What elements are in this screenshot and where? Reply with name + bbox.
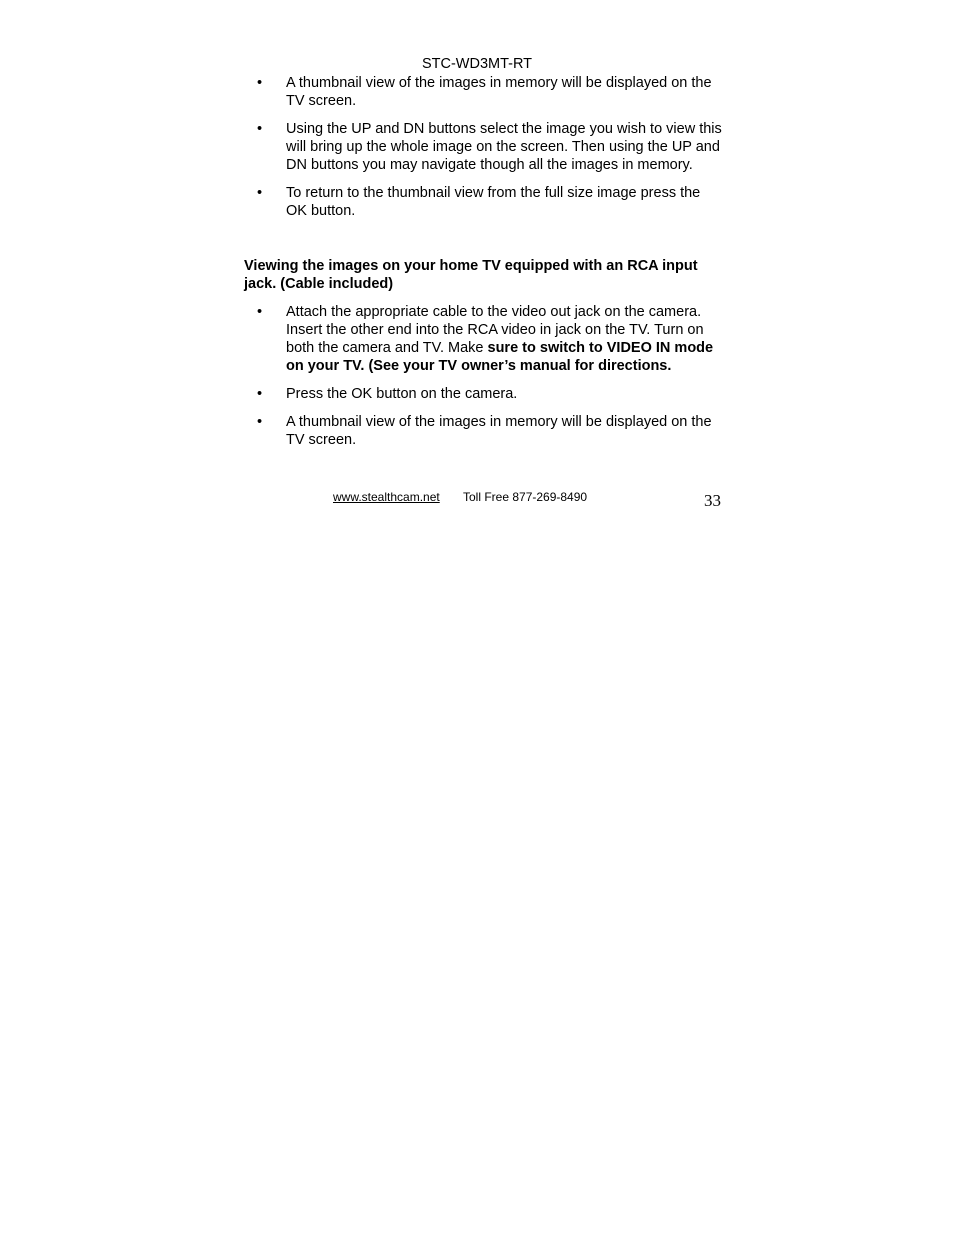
bullet-icon: • [257,414,263,430]
list-item-text [286,304,713,374]
footer-phone: Toll Free 877-269-8490 [463,490,588,504]
list-item [244,74,724,110]
page-header-model: STC-WD3MT-RT [421,56,533,72]
list-item-text: A thumbnail view of the images in memory will be displayed on the TV screen. [286,414,712,448]
list-item-text-normal: Attach the appropriate cable to the video out jack on the camera. Insert the other end into the RCA video in jack on the TV. Turn on both the camera and TV. Make [286,304,704,356]
bullet-icon: • [257,185,263,201]
bullet-icon: • [257,304,263,320]
page-footer [0,490,954,512]
page-content [244,74,724,449]
list-item-text: A thumbnail view of the images in memory will be displayed on the TV screen. [286,75,712,109]
list-item [244,385,724,403]
bullet-list-thumbnail-navigation [244,74,724,220]
bullet-list-rca-tv [244,303,724,449]
list-item [244,303,724,375]
list-item [244,120,724,174]
section-heading-rca-tv: Viewing the images on your home TV equipped with an RCA input jack. (Cable included) [244,258,698,292]
bullet-icon: • [257,75,263,91]
list-item-text-bold: sure to switch to VIDEO IN mode on your TV. (See your TV owner’s manual for directions. [286,340,714,374]
footer-website-link[interactable]: www.stealthcam.net [333,490,440,504]
list-item [244,184,724,220]
page-number: 33 [704,491,721,510]
list-item [244,413,724,449]
bullet-icon: • [257,386,263,402]
bullet-icon: • [257,121,263,137]
list-item-text: Using the UP and DN buttons select the image you wish to view this will bring up the whole image on the screen. Then using the UP and DN buttons you may navigate though all the images in memory. [286,121,722,173]
list-item-text: To return to the thumbnail view from the full size image press the OK button. [286,185,701,219]
list-item-text: Press the OK button on the camera. [286,386,518,402]
